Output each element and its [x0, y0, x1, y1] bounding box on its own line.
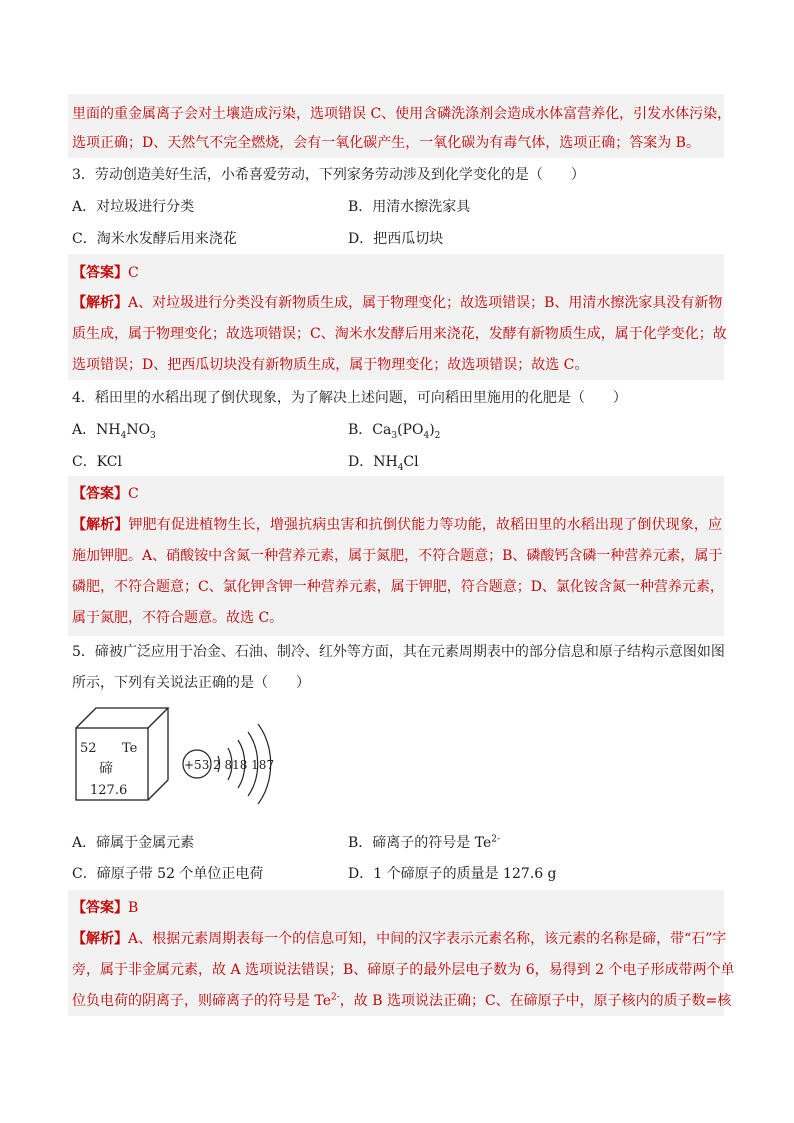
q5-option-c: C．碲原子带 52 个单位正电荷	[72, 866, 264, 882]
q3-analysis-line-2: 质生成，属于物理变化；故选项错误；C、淘米水发酵后用来浇花，发酵有新物质生成，属于化学变化；故	[72, 326, 727, 342]
q3-option-d: D．把西瓜切块	[348, 231, 444, 247]
q4-option-b: B．$Ca_3(PO_4)_2$	[348, 422, 441, 441]
q3-option-b: B．用清水擦洗家具	[348, 199, 471, 215]
q3-stem: 3．劳动创造美好生活，小希喜爱劳动，下列家务劳动涉及到化学变化的是（ ）	[72, 167, 585, 183]
q5-stem-line-2: 所示，下列有关说法正确的是（ ）	[72, 675, 310, 691]
q5-analysis-line-3: 位负电荷的阴离子，则碲离子的符号是 $Te^{2-}$，故 B 选项说法正确；C、在碲原子中，原子核内的质子数=核	[72, 992, 732, 1009]
q5-option-b: B．碲离子的符号是 $Te^{2-}$	[348, 834, 501, 851]
q5-option-a: A．碲属于金属元素	[72, 835, 195, 851]
q5-answer-value: B	[128, 900, 139, 916]
q3-analysis-text-1: A、对垃圾进行分类没有新物质生成，属于物理变化；故选项错误；B、用清水擦洗家具没有新物	[128, 295, 723, 311]
q4-analysis-text-1: 钾肥有促进植物生长，增强抗病虫害和抗倒伏能力等功能，故稻田里的水稻出现了倒伏现象，应	[128, 517, 723, 533]
q5-analysis-text-1: A、根据元素周期表每一个的信息可知，中间的汉字表示元素名称，该元素的名称是碲，带“石”字	[128, 931, 727, 947]
q4-analysis-line-2: 施加钾肥。A、硝酸铵中含氮一种营养元素，属于氮肥，不符合题意；B、磷酸钙含磷一种营养元素，属于	[72, 548, 723, 564]
q4-analysis-line-4: 属于氮肥，不符合题意。故选 C。	[72, 610, 284, 626]
q5-answer	[72, 898, 138, 918]
q5-analysis-line-2: 旁，属于非金属元素，故 A 选项说法错误；B、碲原子的最外层电子数为 6，易得到 2 个电子形成带两个单	[72, 962, 735, 978]
answer-tag: 【答案】	[72, 265, 128, 281]
q3-option-a: A．对垃圾进行分类	[72, 199, 195, 215]
q2-analysis-line-1: 里面的重金属离子会对土壤造成污染，选项错误 C、使用含磷洗涤剂会造成水体富营养化，引发水体污染，	[72, 106, 732, 122]
atomic-mass: 127.6	[90, 783, 128, 798]
q4-option-d: D．$NH_4Cl$	[348, 454, 419, 473]
answer-tag: 【答案】	[72, 486, 128, 502]
q4-analysis-line-1	[72, 515, 722, 535]
tellurium-figure	[72, 700, 292, 810]
q3-answer	[72, 263, 139, 283]
q4-answer	[72, 484, 139, 504]
q3-analysis-line-1	[72, 293, 722, 313]
q3-analysis-line-3: 选项错误；D、把西瓜切块没有新物质生成，属于物理变化；故选项错误；故选 C。	[72, 357, 589, 373]
q2-analysis-line-2: 选项正确；D、天然气不完全燃烧，会有一氧化碳产生，一氧化碳为有毒气体，选项正确；答案为 B。	[72, 135, 700, 151]
nucleus-charge: +53	[184, 758, 210, 772]
q4-stem: 4．稻田里的水稻出现了倒伏现象，为了解决上述问题，可向稻田里施用的化肥是（ ）	[72, 390, 627, 406]
q3-answer-value: C	[128, 265, 139, 281]
q4-option-a: A．$NH_4NO_3$	[72, 422, 156, 441]
element-name: 碲	[99, 761, 113, 777]
q5-analysis-line-1	[72, 929, 727, 949]
q4-option-c: C．KCl	[72, 454, 122, 470]
analysis-tag: 【解析】	[72, 517, 129, 533]
analysis-tag: 【解析】	[72, 295, 128, 311]
q5-stem-line-1: 5．碲被广泛应用于冶金、石油、制冷、红外等方面，其在元素周期表中的部分信息和原子结构示意图如图	[72, 644, 725, 660]
q4-answer-value: C	[128, 486, 139, 502]
q4-analysis-line-3: 磷肥，不符合题意；C、氯化钾含钾一种营养元素，属于钾肥，符合题意；D、氯化铵含氮一种营养元素，	[72, 579, 724, 595]
electron-counts: 2 818 187	[213, 758, 275, 772]
q5-option-d: D．1 个碲原子的质量是 127.6 g	[348, 866, 557, 882]
analysis-tag: 【解析】	[72, 931, 128, 947]
q3-option-c: C．淘米水发酵后用来浇花	[72, 231, 237, 247]
element-symbol: Te	[122, 741, 138, 756]
answer-tag: 【答案】	[72, 900, 128, 916]
atomic-number: 52	[80, 741, 97, 756]
